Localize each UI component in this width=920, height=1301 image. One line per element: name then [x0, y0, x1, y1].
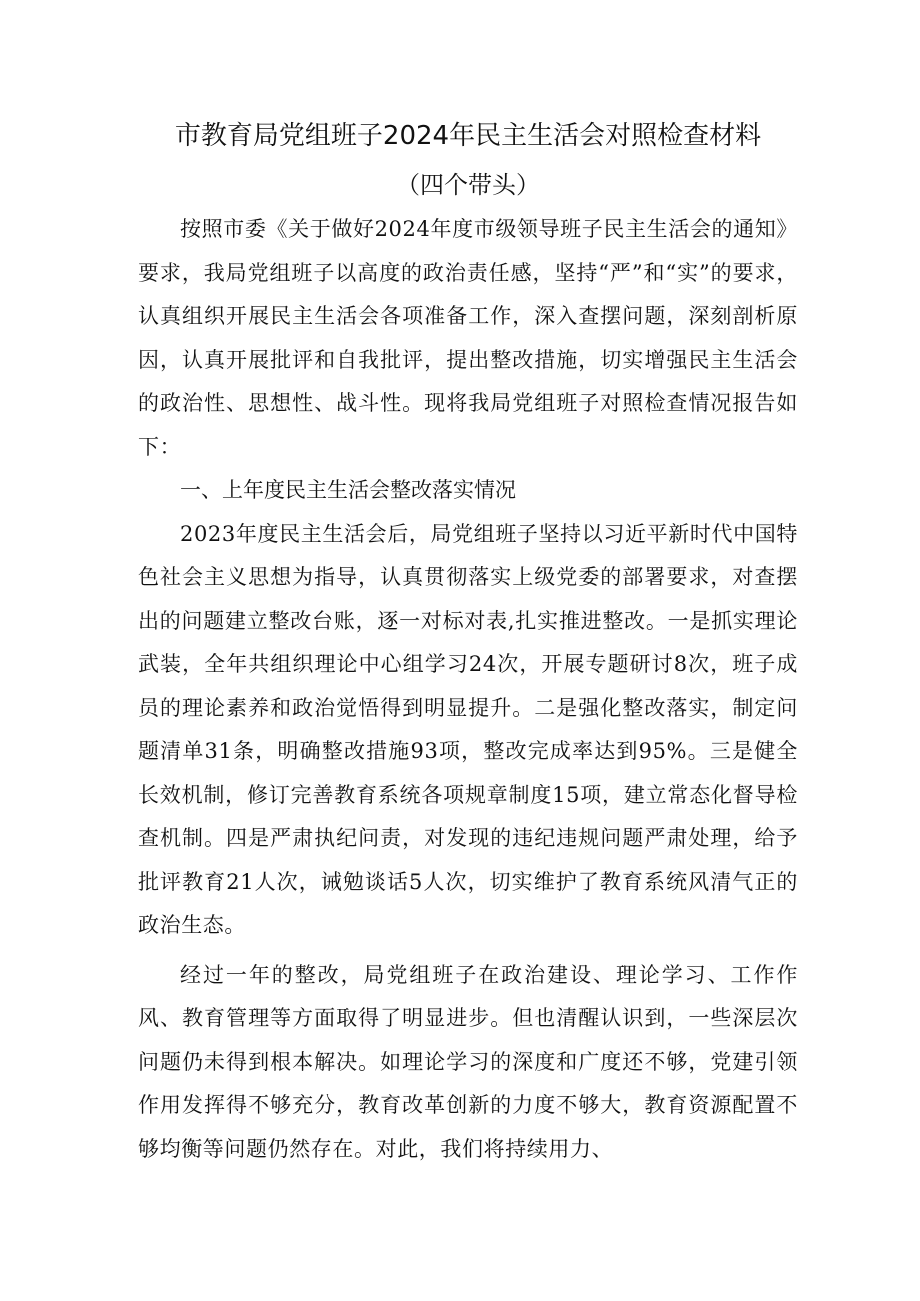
document-title: 市教育局党组班子2024年民主生活会对照检查材料 [174, 121, 762, 151]
intro-paragraph: 按照市委《关于做好2024年度市级领导班子民主生活会的通知》要求，我局党组班子以高度的政治责任感，坚持“严”和“实”的要求，认真组织开展民主生活会各项准备工作，深入查摆问题，深刻剖析原因，认真开展批评和自我批评，提出整改措施，切实增强民主生活会的政治性、思想性、战斗性。现将我局党组班子对照检查情况报告如下： [138, 217, 798, 459]
section-paragraph: 经过一年的整改，局党组班子在政治建设、理论学习、工作作风、教育管理等方面取得了明显进步。但也清醒认识到，一些深层次问题仍未得到根本解决。如理论学习的深度和广度还不够，党建引领作用发挥得不够充分，教育改革创新的力度不够大，教育资源配置不够均衡等问题仍然存在。对此，我们将持续用力、 [138, 962, 798, 1161]
document-page [138, 110, 798, 1171]
document-subtitle: （四个带头） [396, 171, 540, 199]
section-paragraph: 2023年度民主生活会后，局党组班子坚持以习近平新时代中国特色社会主义思想为指导，认真贯彻落实上级党委的部署要求，对查摆出的问题建立整改台账，逐一对标对表,扎实推进整改。一是抓实理论武装，全年共组织理论中心组学习24次，开展专题研讨8次，班子成员的理论素养和政治觉悟得到明显提升。二是强化整改落实，制定问题清单31条，明确整改措施93项，整改完成率达到95%。三是健全长效机制，修订完善教育系统各项规章制度15项，建立常态化督导检查机制。四是严肃执纪问责，对发现的违纪违规问题严肃处理，给予批评教育21人次，诫勉谈话5人次，切实维护了教育系统风清气正的政治生态。 [138, 521, 798, 937]
section-heading: 一、上年度民主生活会整改落实情况 [180, 478, 516, 502]
